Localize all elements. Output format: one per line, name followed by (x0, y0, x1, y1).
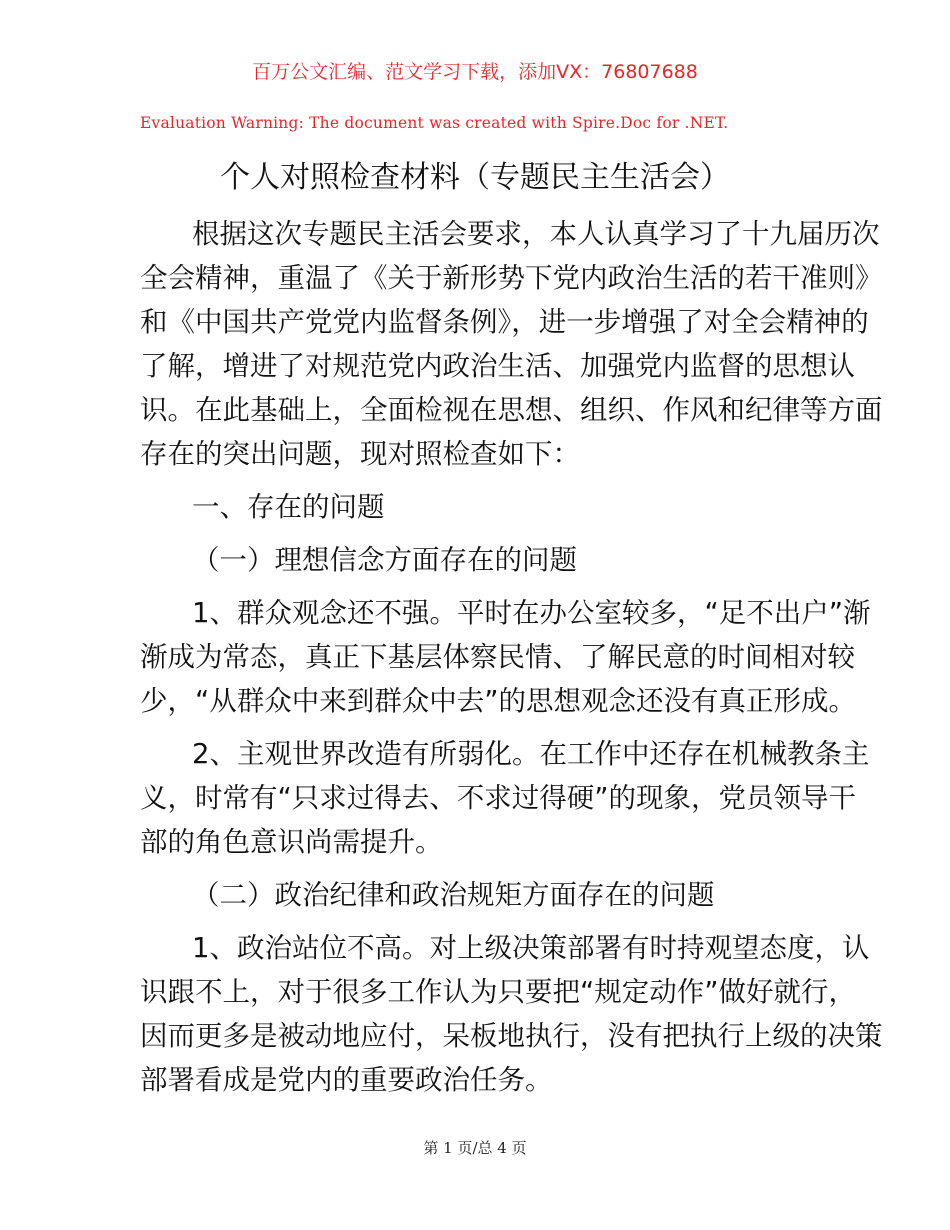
paragraph-line: 少，“从群众中来到群众中去”的思想观念还没有真正形成。 (140, 685, 856, 717)
paragraph (140, 212, 883, 476)
paragraph-line: 存在的突出问题，现对照检查如下： (140, 438, 580, 470)
paragraph-line: 部署看成是党内的重要政治任务。 (140, 1064, 553, 1096)
paragraph-line: 识跟不上，对于很多工作认为只要把“规定动作”做好就行， (140, 976, 856, 1008)
paragraph-line: （一）理想信念方面存在的问题 (192, 544, 577, 576)
paragraph-line: 因而更多是被动地应付，呆板地执行，没有把执行上级的决策 (140, 1020, 883, 1052)
paragraph-line: 了解，增进了对规范党内政治生活、加强党内监督的思想认 (140, 350, 855, 382)
paragraph-line: 1、政治站位不高。对上级决策部署有时持观望态度，认 (192, 932, 870, 964)
paragraph-line: 全会精神，重温了《关于新形势下党内政治生活的若干准则》 (140, 262, 883, 294)
paragraph-line: 和《中国共产党党内监督条例》，进一步增强了对全会精神的 (140, 306, 869, 338)
promo-banner: 百万公文汇编、范文学习下载，添加VX：76807688 (252, 61, 698, 83)
document-body (140, 212, 883, 1111)
paragraph (140, 873, 820, 917)
evaluation-warning: Evaluation Warning: The document was created with Spire.Doc for .NET. (140, 114, 729, 132)
paragraph-line: 渐成为常态，真正下基层体察民情、了解民意的时间相对较 (140, 641, 855, 673)
paragraph-line: 部的角色意识尚需提升。 (140, 826, 443, 858)
paragraph (140, 485, 820, 529)
document-title: 个人对照检查材料（专题民主生活会） (220, 160, 730, 195)
paragraph-line: 识。在此基础上，全面检视在思想、组织、作风和纪律等方面 (140, 394, 883, 426)
paragraph-line: 一、存在的问题 (192, 491, 385, 523)
paragraph-line: 1、群众观念还不强。平时在办公室较多，“足不出户”渐 (192, 597, 871, 629)
paragraph-line: 义，时常有“只求过得去、不求过得硬”的现象，党员领导干 (140, 782, 856, 814)
paragraph (140, 591, 871, 723)
paragraph-line: 根据这次专题民主活会要求，本人认真学习了十九届历次 (192, 218, 880, 250)
page-number: 第 1 页/总 4 页 (423, 1139, 527, 1157)
paragraph (140, 926, 883, 1102)
paragraph-line: （二）政治纪律和政治规矩方面存在的问题 (192, 879, 715, 911)
paragraph-line: 2、主观世界改造有所弱化。在工作中还存在机械教条主 (192, 738, 870, 770)
paragraph (140, 732, 870, 864)
paragraph (140, 538, 820, 582)
